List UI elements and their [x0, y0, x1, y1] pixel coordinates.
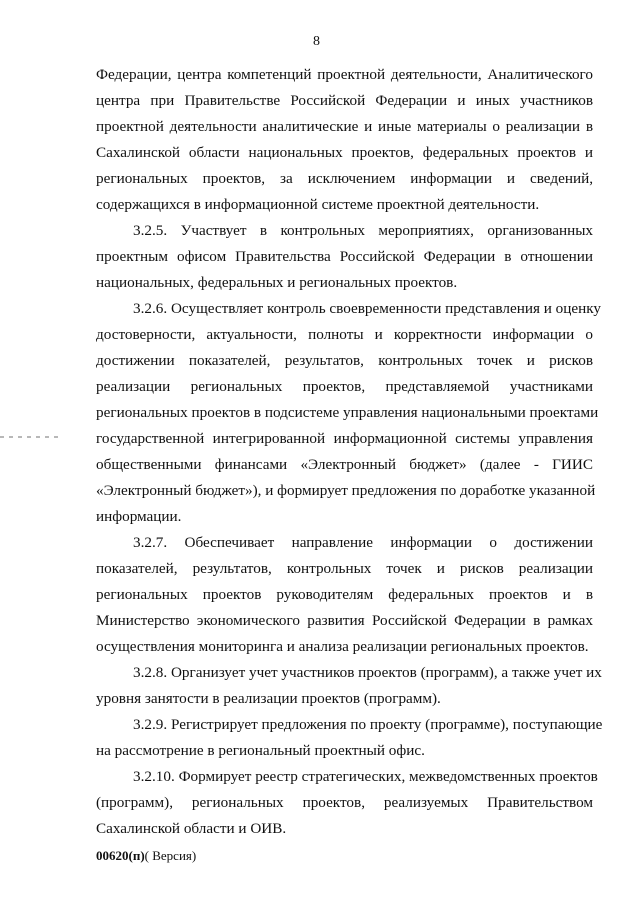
paragraph-3-2-10 — [96, 764, 598, 842]
paragraph-3-2-5 — [96, 218, 593, 296]
paragraph-3-2-7 — [96, 530, 593, 660]
text-line: региональных проектов, за исключением информации и сведений, — [96, 170, 593, 187]
document-version: ( Версия) — [144, 848, 197, 863]
text-line: региональных проектов в подсистеме управления национальными проектами — [96, 404, 599, 421]
text-line: 3.2.8. Организует учет участников проектов (программ), а также учет их — [133, 664, 602, 681]
document-code: 00620(п) — [96, 848, 145, 863]
paragraph-intro — [96, 62, 593, 218]
text-line: региональных проектов руководителям федеральных проектов и в — [96, 586, 593, 603]
text-line: 3.2.10. Формирует реестр стратегических, межведомственных проектов — [133, 768, 598, 785]
paragraph-3-2-9 — [96, 712, 603, 764]
text-line: 3.2.7. Обеспечивает направление информации о достижении — [133, 534, 593, 551]
text-line: 3.2.9. Регистрирует предложения по проекту (программе), поступающие — [133, 716, 603, 733]
paragraph-3-2-8 — [96, 660, 602, 712]
text-line: Сахалинской области и ОИВ. — [96, 820, 287, 837]
text-line: общественными финансами «Электронный бюджет» (далее - ГИИС — [96, 456, 593, 473]
text-line: 3.2.6. Осуществляет контроль своевременности представления и оценку — [133, 300, 602, 317]
text-line: достижении показателей, результатов, контрольных точек и рисков — [96, 352, 593, 369]
text-line: 3.2.5. Участвует в контрольных мероприятиях, организованных — [133, 222, 593, 239]
text-line: центра при Правительстве Российской Федерации и иных участников — [96, 92, 593, 109]
text-line: национальных, федеральных и региональных проектов. — [96, 274, 458, 291]
text-line: государственной интегрированной информационной системы управления — [96, 430, 593, 447]
text-line: достоверности, актуальности, полноты и корректности информации о — [96, 326, 593, 343]
text-line: информации. — [96, 508, 182, 525]
text-line: на рассмотрение в региональный проектный офис. — [96, 742, 425, 759]
paragraph-3-2-6 — [96, 296, 602, 530]
scan-artifact — [0, 436, 60, 438]
text-line: проектной деятельности аналитические и иные материалы о реализации в — [96, 118, 593, 135]
text-line: содержащихся в информационной системе проектной деятельности. — [96, 196, 540, 213]
page-number: 8 — [313, 34, 320, 49]
text-line: (программ), региональных проектов, реализуемых Правительством — [96, 794, 593, 811]
text-line: уровня занятости в реализации проектов (программ). — [96, 690, 441, 707]
document-code-footer — [96, 848, 196, 864]
text-line: Сахалинской области национальных проектов, федеральных проектов и — [96, 144, 593, 161]
text-line: реализации региональных проектов, представляемой участниками — [96, 378, 593, 395]
text-line: «Электронный бюджет»), и формирует предложения по доработке указанной — [96, 482, 596, 499]
text-line: показателей, результатов, контрольных точек и рисков реализации — [96, 560, 593, 577]
text-line: Министерство экономического развития Российской Федерации в рамках — [96, 612, 593, 629]
text-line: проектным офисом Правительства Российской Федерации в отношении — [96, 248, 593, 265]
text-line: осуществления мониторинга и анализа реализации региональных проектов. — [96, 638, 589, 655]
text-line: Федерации, центра компетенций проектной деятельности, Аналитического — [96, 66, 593, 83]
